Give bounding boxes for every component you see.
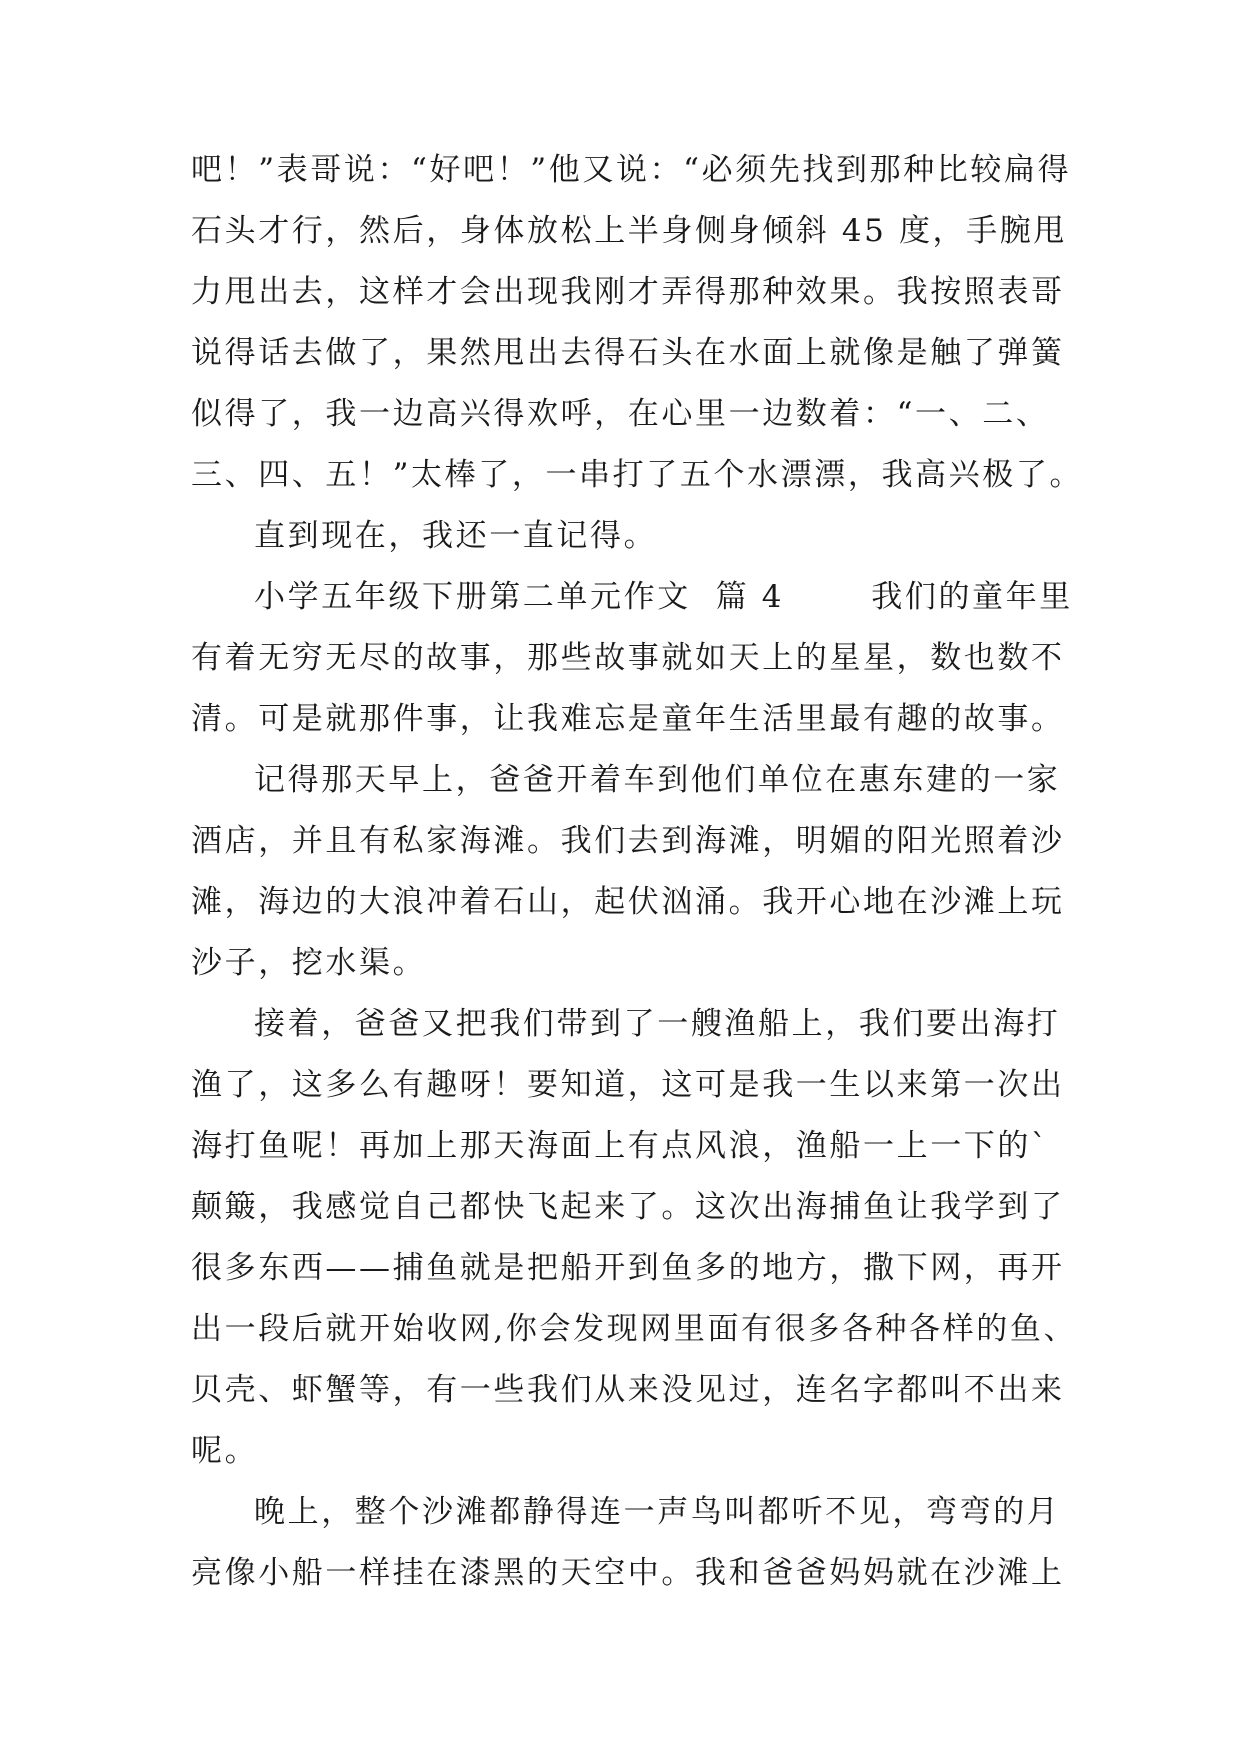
text-line: 似得了，我一边高兴得欢呼，在心里一边数着：“一、二、	[191, 396, 1050, 432]
text-line: 吧！”表哥说：“好吧！”他又说：“必须先找到那种比较扁得	[191, 152, 1072, 188]
text-line: 酒店，并且有私家海滩。我们去到海滩，明媚的阳光照着沙	[191, 823, 1065, 859]
text-line: 晚上，整个沙滩都静得连一声鸟叫都听不见，弯弯的月	[254, 1494, 1061, 1530]
text-line: 记得那天早上，爸爸开着车到他们单位在惠东建的一家	[254, 762, 1061, 798]
section-heading-line: 小学五年级下册第二单元作文 篇 4 我们的童年里	[254, 579, 1073, 615]
text-line: 三、四、五！”太棒了，一串打了五个水漂漂，我高兴极了。	[191, 457, 1084, 493]
text-line: 有着无穷无尽的故事，那些故事就如天上的星星，数也数不	[191, 640, 1065, 676]
text-line: 很多东西——捕鱼就是把船开到鱼多的地方，撒下网，再开	[191, 1250, 1065, 1286]
text-line: 石头才行，然后，身体放松上半身侧身倾斜 45 度，手腕甩	[191, 213, 1067, 249]
text-line: 直到现在，我还一直记得。	[254, 518, 658, 554]
text-line: 颠簸，我感觉自己都快飞起来了。这次出海捕鱼让我学到了	[191, 1189, 1065, 1225]
text-line: 出一段后就开始收网,你会发现网里面有很多各种各样的鱼、	[191, 1311, 1078, 1347]
text-line: 滩，海边的大浪冲着石山，起伏汹涌。我开心地在沙滩上玩	[191, 884, 1065, 920]
text-line: 沙子，挖水渠。	[191, 945, 427, 981]
text-line: 呢。	[191, 1433, 259, 1469]
text-line: 贝壳、虾蟹等，有一些我们从来没见过，连名字都叫不出来	[191, 1372, 1065, 1408]
text-line: 渔了，这多么有趣呀！要知道，这可是我一生以来第一次出	[191, 1067, 1065, 1103]
text-line: 说得话去做了，果然甩出去得石头在水面上就像是触了弹簧	[191, 335, 1065, 371]
text-line: 力甩出去，这样才会出现我刚才弄得那种效果。我按照表哥	[191, 274, 1065, 310]
text-line: 海打鱼呢！再加上那天海面上有点风浪，渔船一上一下的`	[191, 1128, 1050, 1164]
text-line: 亮像小船一样挂在漆黑的天空中。我和爸爸妈妈就在沙滩上	[191, 1555, 1065, 1591]
text-line: 接着，爸爸又把我们带到了一艘渔船上，我们要出海打	[254, 1006, 1061, 1042]
text-line: 清。可是就那件事，让我难忘是童年生活里最有趣的故事。	[191, 701, 1065, 737]
